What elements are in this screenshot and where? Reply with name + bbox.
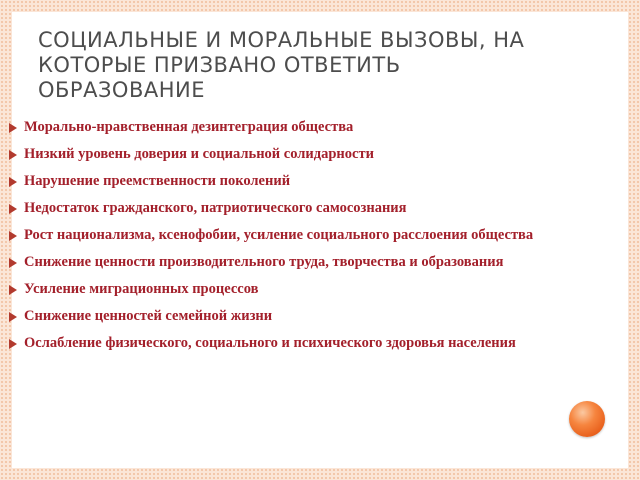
bullet-item <box>8 280 632 299</box>
orange-circle-icon <box>569 401 605 437</box>
triangle-bullet-icon <box>9 258 17 268</box>
triangle-bullet-icon <box>9 204 17 214</box>
bullet-text: Рост национализма, ксенофобии, усиление социального расслоения общества <box>24 227 534 243</box>
triangle-bullet-icon <box>9 231 17 241</box>
triangle-bullet-icon <box>9 339 17 349</box>
bullet-text: Усиление миграционных процессов <box>24 281 259 297</box>
triangle-bullet-icon <box>9 150 17 160</box>
frame-bottom-border <box>0 468 640 480</box>
triangle-bullet-icon <box>9 285 17 295</box>
bullet-item <box>8 307 632 326</box>
bullet-item <box>8 172 632 191</box>
bullet-text: Ослабление физического, социального и психического здоровья населения <box>24 335 516 351</box>
bullet-item <box>8 253 632 272</box>
triangle-bullet-icon <box>9 177 17 187</box>
bullet-item <box>8 226 632 245</box>
triangle-bullet-icon <box>9 123 17 133</box>
bullet-text: Морально-нравственная дезинтеграция общества <box>24 119 354 135</box>
bullet-text: Снижение ценностей семейной жизни <box>24 308 273 324</box>
frame-top-border <box>0 0 640 12</box>
bullet-item <box>8 334 632 353</box>
bullet-text: Снижение ценности производительного труда, творчества и образования <box>24 254 504 270</box>
triangle-bullet-icon <box>9 312 17 322</box>
bullet-text: Недостаток гражданского, патриотического самосознания <box>24 200 407 216</box>
bullet-item <box>8 118 632 137</box>
bullet-list <box>8 118 632 361</box>
slide-title: СОЦИАЛЬНЫЕ И МОРАЛЬНЫЕ ВЫЗОВЫ, НА КОТОРЫЕ ПРИЗВАНО ОТВЕТИТЬ ОБРАЗОВАНИЕ <box>38 28 525 102</box>
bullet-item <box>8 199 632 218</box>
bullet-text: Нарушение преемственности поколений <box>24 173 291 189</box>
bullet-text: Низкий уровень доверия и социальной солидарности <box>24 146 374 162</box>
bullet-item <box>8 145 632 164</box>
